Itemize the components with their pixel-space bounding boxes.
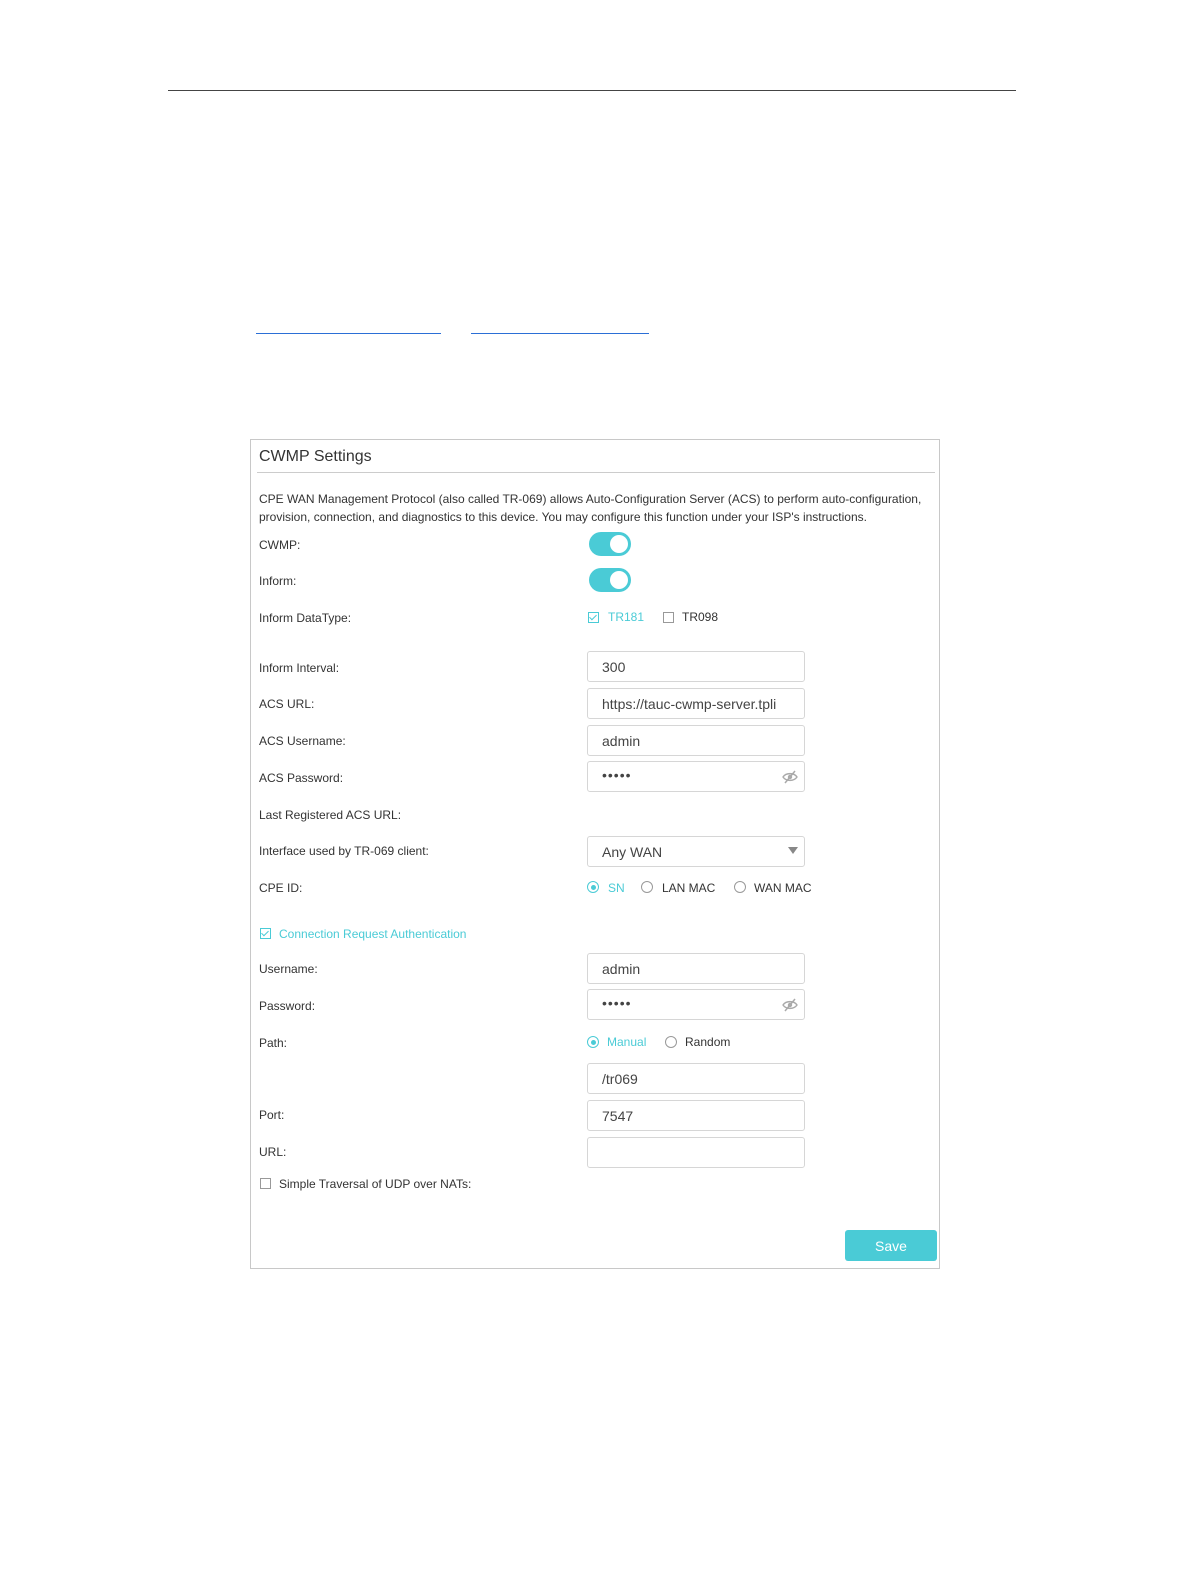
- inform-toggle[interactable]: [589, 568, 631, 592]
- link-underline-1[interactable]: [256, 333, 441, 334]
- path-label: Path:: [259, 1036, 288, 1050]
- input-value: admin: [602, 961, 641, 977]
- title-divider: [257, 472, 935, 473]
- input-value: https://tauc-cwmp-server.tpli: [602, 696, 777, 712]
- cpe-id-lan-mac-label[interactable]: LAN MAC: [662, 881, 716, 895]
- username-input[interactable]: [587, 953, 805, 984]
- url-input[interactable]: [587, 1137, 805, 1168]
- interface-select[interactable]: [587, 836, 805, 867]
- chevron-down-icon: [788, 847, 798, 854]
- input-value: 300: [602, 659, 626, 675]
- conn-req-auth-checkbox[interactable]: [260, 928, 271, 939]
- stun-label[interactable]: Simple Traversal of UDP over NATs:: [279, 1177, 472, 1191]
- toggle-knob: [610, 571, 628, 589]
- acs-password-label: ACS Password:: [259, 771, 344, 785]
- inform-label: Inform:: [259, 574, 297, 588]
- conn-req-auth-label[interactable]: Connection Request Authentication: [279, 927, 467, 941]
- tr098-checkbox[interactable]: [663, 612, 674, 623]
- input-value: admin: [602, 733, 641, 749]
- interface-label: Interface used by TR-069 client:: [259, 844, 429, 858]
- username-label: Username:: [259, 962, 318, 976]
- path-manual-radio[interactable]: [587, 1036, 599, 1048]
- inform-interval-label: Inform Interval:: [259, 661, 340, 675]
- path-random-radio[interactable]: [665, 1036, 677, 1048]
- panel-description: CPE WAN Management Protocol (also called TR-069) allows Auto-Configuration Server (ACS) to perform auto-configuration, provision, connection, and diagnostics to this device. You may configure this function under your ISP's instructions.: [259, 492, 922, 524]
- port-input[interactable]: [587, 1100, 805, 1131]
- acs-url-label: ACS URL:: [259, 697, 315, 711]
- tr181-label[interactable]: TR181: [608, 610, 645, 624]
- cpe-id-wan-mac-label[interactable]: WAN MAC: [754, 881, 812, 895]
- cwmp-label: CWMP:: [259, 538, 301, 552]
- tr098-label[interactable]: TR098: [682, 610, 719, 624]
- path-manual-label[interactable]: Manual: [607, 1035, 647, 1049]
- password-dots: •••••: [602, 767, 632, 783]
- eye-hidden-icon[interactable]: [782, 769, 798, 785]
- last-registered-acs-url-label: Last Registered ACS URL:: [259, 808, 402, 822]
- password-dots: •••••: [602, 995, 632, 1011]
- select-value: Any WAN: [602, 844, 663, 860]
- path-random-label[interactable]: Random: [685, 1035, 731, 1049]
- page-header-rule: [168, 90, 1016, 91]
- acs-username-label: ACS Username:: [259, 734, 346, 748]
- password-label: Password:: [259, 999, 316, 1013]
- inform-datatype-label: Inform DataType:: [259, 611, 352, 625]
- save-button[interactable]: Save: [845, 1230, 937, 1261]
- cpe-id-lan-mac-radio[interactable]: [641, 881, 653, 893]
- input-value: 7547: [602, 1108, 634, 1124]
- port-label: Port:: [259, 1108, 285, 1122]
- input-value: /tr069: [602, 1071, 638, 1087]
- acs-password-input[interactable]: [587, 761, 805, 792]
- cpe-id-wan-mac-radio[interactable]: [734, 881, 746, 893]
- inform-interval-input[interactable]: [587, 651, 805, 682]
- acs-username-input[interactable]: [587, 725, 805, 756]
- cpe-id-sn-label[interactable]: SN: [608, 881, 625, 895]
- toggle-knob: [610, 535, 628, 553]
- eye-hidden-icon[interactable]: [782, 997, 798, 1013]
- cwmp-toggle[interactable]: [589, 532, 631, 556]
- password-input[interactable]: [587, 989, 805, 1020]
- url-label: URL:: [259, 1145, 287, 1159]
- cpe-id-label: CPE ID:: [259, 881, 303, 895]
- tr181-checkbox[interactable]: [588, 612, 599, 623]
- link-underline-2[interactable]: [471, 333, 649, 334]
- panel-title: CWMP Settings: [259, 448, 372, 465]
- cpe-id-sn-radio[interactable]: [587, 881, 599, 893]
- cwmp-settings-panel: [250, 439, 940, 1269]
- acs-url-input[interactable]: [587, 688, 805, 719]
- path-input[interactable]: [587, 1063, 805, 1094]
- stun-checkbox[interactable]: [260, 1178, 271, 1189]
